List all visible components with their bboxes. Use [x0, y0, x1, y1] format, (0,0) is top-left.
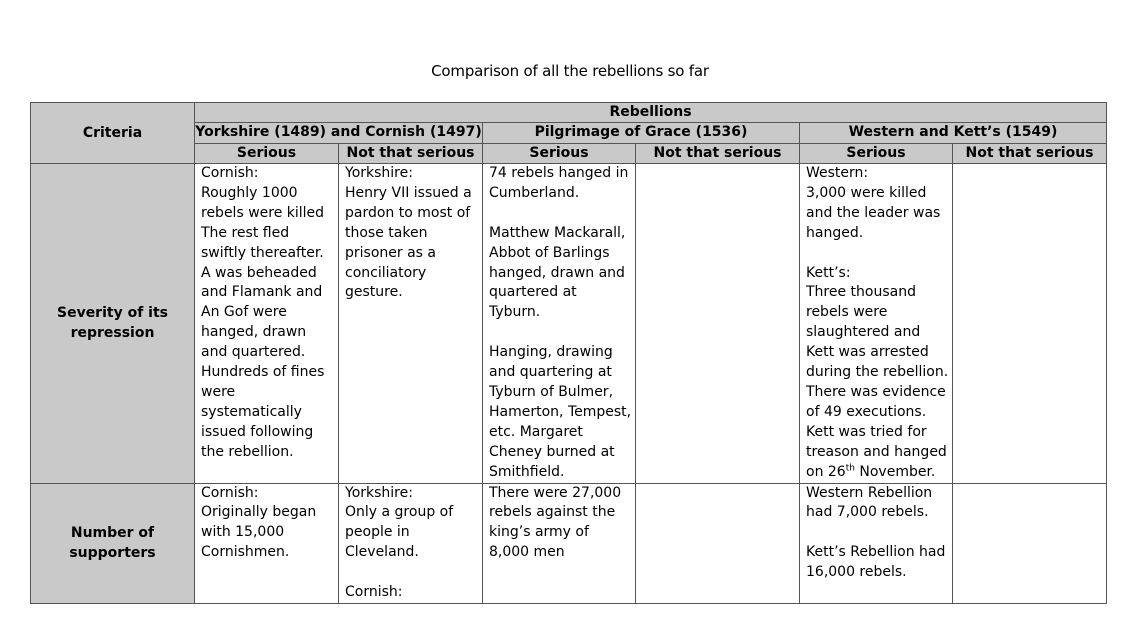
rebellions-header: Rebellions: [195, 103, 1107, 123]
table-cell: 74 rebels hanged in Cumberland. Matthew Mackarall, Abbot of Barlings hanged, drawn and quartered at Tyburn. Hanging, drawing and quartering at Tyburn of Bulmer, Hamerton, Tempest, etc. Margaret Cheney burned at Smithfield.: [483, 164, 636, 484]
serious-header: Serious: [195, 143, 339, 163]
table-cell: Western Rebellion had 7,000 rebels. Kett’s Rebellion had 16,000 rebels.: [800, 483, 953, 603]
table-cell: [953, 164, 1107, 484]
table-cell-western-ketts-severity: [800, 164, 953, 484]
cell-text: Western: 3,000 were killed and the leader was hanged. Kett’s: Three thousand rebels were slaughtered and Kett was arrested during the rebellion. There was evidence of 49 executions. Kett was tried for treason and hanged: [806, 165, 949, 460]
table-cell: There were 27,000 rebels against the king’s army of 8,000 men: [483, 483, 636, 603]
criteria-header: Criteria: [31, 103, 195, 164]
serious-header: Serious: [800, 143, 953, 163]
table-row: [31, 164, 1107, 484]
table-cell: [636, 483, 800, 603]
rebellion-header-yorkshire-cornish: Yorkshire (1489) and Cornish (1497): [195, 123, 483, 143]
cell-text-final-line: on 26th November.: [806, 462, 936, 480]
serious-header: Serious: [483, 143, 636, 163]
rebellion-header-western-ketts: Western and Kett’s (1549): [800, 123, 1107, 143]
row-criterion-supporters: Number of supporters: [31, 483, 195, 603]
table-cell: Yorkshire: Henry VII issued a pardon to most of those taken prisoner as a conciliatory gesture.: [339, 164, 483, 484]
not-serious-header: Not that serious: [636, 143, 800, 163]
rebellions-comparison-table: [30, 102, 1107, 604]
table-cell: Cornish: Originally began with 15,000 Cornishmen.: [195, 483, 339, 603]
rebellion-header-pilgrimage-of-grace: Pilgrimage of Grace (1536): [483, 123, 800, 143]
table-row: [31, 483, 1107, 603]
table-cell: Yorkshire: Only a group of people in Cleveland. Cornish:: [339, 483, 483, 603]
row-criterion-severity: Severity of its repression: [31, 164, 195, 484]
table-cell: Cornish: Roughly 1000 rebels were killed The rest fled swiftly thereafter. A was beheaded and Flamank and An Gof were hanged, drawn and quartered. Hundreds of fines were systematically issued following the rebellion.: [195, 164, 339, 484]
not-serious-header: Not that serious: [339, 143, 483, 163]
page-title: Comparison of all the rebellions so far: [431, 62, 709, 80]
table-cell: [636, 164, 800, 484]
not-serious-header: Not that serious: [953, 143, 1107, 163]
table-cell: [953, 483, 1107, 603]
